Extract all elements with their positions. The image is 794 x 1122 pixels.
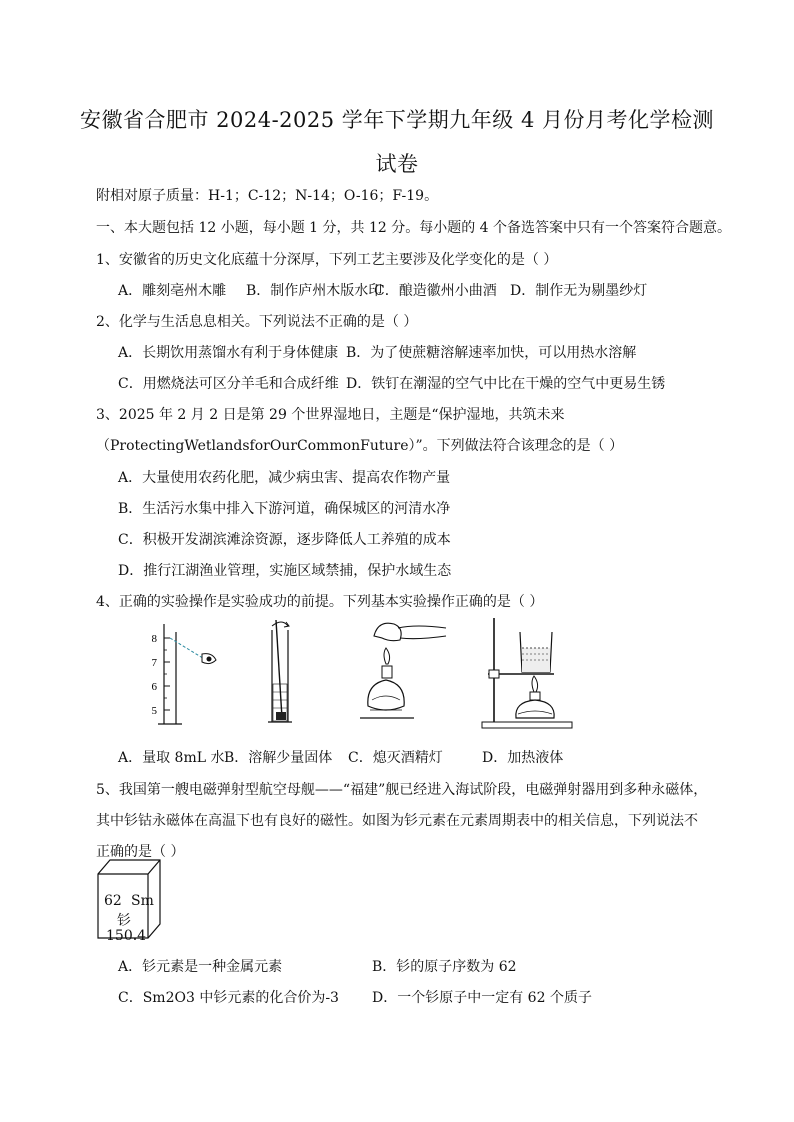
element-name: 钐	[117, 913, 131, 929]
question-5-stem-line2: 其中钐钴永磁体在高温下也有良好的磁性。如图为钐元素在元素周期表中的相关信息，下列说法不	[96, 813, 698, 829]
question-4-stem: 4、正确的实验操作是实验成功的前提。下列基本实验操作正确的是（ ）	[96, 594, 544, 610]
question-5-option-c: C．Sm2O3 中钐元素的化合价为-3	[118, 990, 339, 1006]
question-3-stem-line2: （ProtectingWetlandsforOurCommonFuture）”。下列做法符合该理念的是（ ）	[96, 438, 624, 454]
graduated-cylinder-figure	[134, 614, 224, 732]
question-4-figures	[120, 614, 580, 732]
element-atomic-mass: 150.4	[106, 928, 147, 944]
question-5-option-b: B．钐的原子序数为 62	[372, 959, 517, 975]
question-3-stem-line1: 3、2025 年 2 月 2 日是第 29 个世界湿地日，主题是“保护湿地，共筑未来	[96, 407, 565, 423]
alcohol-lamp-figure	[356, 614, 456, 732]
question-3-option-c: C．积极开发湖滨滩涂资源，逐步降低人工养殖的成本	[118, 532, 451, 548]
question-4-option-c: C．熄灭酒精灯	[348, 750, 443, 766]
question-2-option-c: C．用燃烧法可区分羊毛和合成纤维	[118, 376, 339, 392]
question-5-option-a: A．钐元素是一种金属元素	[118, 959, 283, 975]
cylinder-tick-6: 6	[151, 681, 157, 693]
question-2-option-b: B．为了使蔗糖溶解速率加快，可以用热水溶解	[346, 345, 637, 361]
element-symbol: Sm	[131, 893, 154, 909]
question-1-option-c: C．酿造徽州小曲酒	[374, 283, 497, 299]
atomic-mass-note: 附相对原子质量：H-1；C-12；N-14；O-16；F-19。	[96, 188, 439, 204]
question-1-stem: 1、安徽省的历史文化底蕴十分深厚，下列工艺主要涉及化学变化的是（ ）	[96, 252, 558, 268]
question-3-option-a: A．大量使用农药化肥，减少病虫害、提高农作物产量	[118, 470, 451, 486]
question-1-option-d: D．制作无为剔墨纱灯	[510, 283, 648, 299]
flame-icon	[532, 676, 538, 692]
section-heading: 一、本大题包括 12 小题，每小题 1 分，共 12 分。每小题的 4 个备选答案中只有一个答案符合题意。	[96, 220, 732, 236]
question-5-option-d: D．一个钐原子中一定有 62 个质子	[372, 990, 592, 1006]
question-4-option-a: A．量取 8mL 水	[118, 750, 225, 766]
question-3-option-b: B．生活污水集中排入下游河道，确保城区的河清水净	[118, 501, 451, 517]
cylinder-tick-5: 5	[151, 705, 157, 717]
exam-title-line2: 试卷	[375, 152, 419, 176]
heating-liquid-figure	[474, 614, 584, 732]
cylinder-tick-7: 7	[151, 657, 157, 669]
exam-title-line1: 安徽省合肥市 2024-2025 学年下学期九年级 4 月份月考化学检测	[79, 108, 715, 132]
dissolving-solid-figure	[248, 614, 318, 732]
cylinder-tick-8: 8	[151, 633, 157, 645]
flame-icon	[384, 648, 390, 664]
hand-cap-icon	[374, 623, 401, 640]
question-1-option-b: B．制作庐州木版水印	[246, 283, 383, 299]
question-4-option-d: D．加热液体	[482, 750, 564, 766]
question-2-stem: 2、化学与生活息息相关。下列说法不正确的是（ ）	[96, 314, 418, 330]
question-2-option-a: A．长期饮用蒸馏水有利于身体健康	[118, 345, 339, 361]
question-1-option-a: A．雕刻亳州木雕	[118, 283, 227, 299]
question-5-stem-line3: 正确的是（ ）	[96, 844, 185, 860]
question-3-option-d: D．推行江湖渔业管理，实施区域禁捕，保护水域生态	[118, 563, 452, 579]
element-atomic-number: 62	[104, 893, 122, 909]
question-5-stem-line1: 5、我国第一艘电磁弹射型航空母舰——“福建”舰已经进入海试阶段，电磁弹射器用到多种永磁体，	[96, 782, 708, 798]
question-2-option-d: D．铁钉在潮湿的空气中比在干燥的空气中更易生锈	[346, 376, 666, 392]
question-4-option-b: B．溶解少量固体	[224, 750, 333, 766]
rotation-arrow-icon	[272, 622, 288, 626]
